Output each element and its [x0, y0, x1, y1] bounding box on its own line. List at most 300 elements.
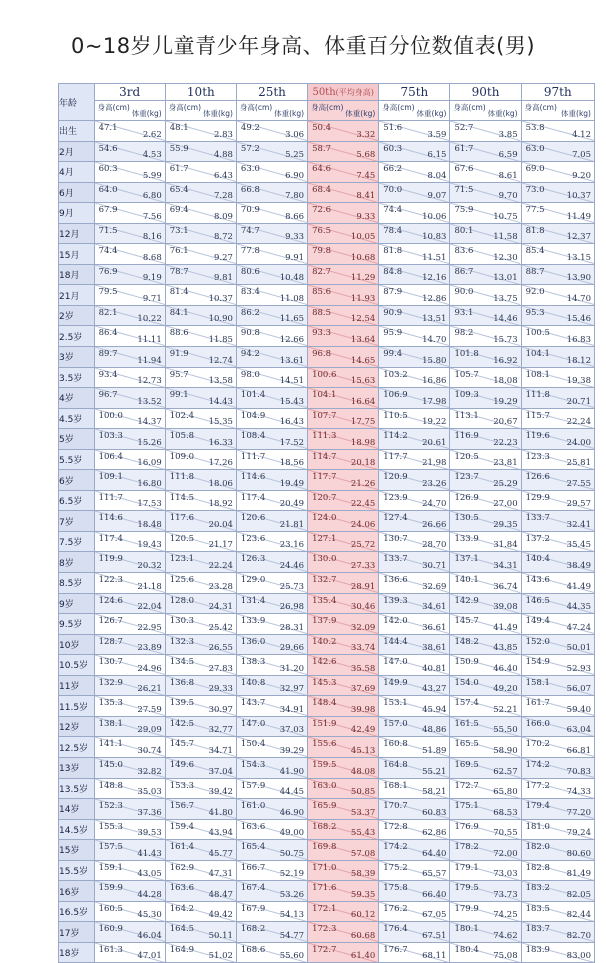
weight-value: 23.28 — [208, 581, 233, 592]
value-cell — [521, 285, 594, 306]
value-cell — [94, 552, 165, 573]
value-cell — [236, 901, 307, 922]
weight-value: 30.46 — [350, 602, 376, 613]
weight-value: 5.99 — [142, 170, 162, 181]
weight-value: 81.49 — [566, 869, 591, 880]
height-unit-label: 身高(cm) — [382, 103, 415, 112]
value-cell — [521, 696, 594, 717]
weight-value: 44.35 — [566, 602, 591, 613]
value-cell — [165, 675, 236, 696]
weight-value: 68.53 — [493, 807, 518, 818]
value-cell — [165, 757, 236, 778]
value-cell — [165, 429, 236, 450]
height-value: 152.3 — [98, 801, 123, 812]
value-cell — [236, 305, 307, 326]
value-cell — [521, 655, 594, 676]
weight-value: 10.75 — [493, 211, 518, 222]
weight-value: 62.57 — [493, 766, 518, 777]
weight-value: 19.38 — [566, 376, 591, 387]
value-cell — [165, 942, 236, 963]
height-value: 136.6 — [383, 575, 408, 586]
height-value: 117.4 — [98, 533, 123, 544]
height-value: 176.2 — [383, 903, 408, 914]
weight-value: 6.59 — [498, 150, 518, 161]
value-cell — [236, 573, 307, 594]
weight-value: 24.96 — [137, 663, 162, 674]
weight-unit-label: 体重(kg) — [131, 109, 162, 118]
value-cell — [521, 593, 594, 614]
value-cell — [308, 388, 379, 409]
value-cell — [236, 716, 307, 737]
age-label: 2月 — [59, 141, 95, 162]
weight-value: 17.26 — [208, 458, 233, 469]
height-value: 108.1 — [525, 369, 550, 380]
value-cell — [379, 347, 450, 368]
weight-value: 3.06 — [285, 129, 305, 140]
height-value: 170.2 — [525, 739, 550, 750]
weight-value: 12.37 — [566, 232, 591, 243]
height-value: 169.5 — [454, 759, 479, 770]
weight-value: 34.61 — [422, 602, 447, 613]
value-cell — [165, 840, 236, 861]
weight-value: 55.43 — [350, 828, 376, 839]
value-cell — [165, 408, 236, 429]
height-value: 142.6 — [312, 657, 337, 668]
value-cell — [379, 860, 450, 881]
weight-unit-label: 体重(kg) — [561, 109, 591, 118]
value-cell — [308, 408, 379, 429]
weight-value: 34.71 — [208, 745, 233, 756]
value-cell — [94, 285, 165, 306]
height-value: 73.1 — [169, 225, 189, 236]
weight-value: 20.67 — [493, 417, 518, 428]
percentile-header: 3rd — [94, 84, 165, 101]
weight-value: 12.54 — [350, 314, 376, 325]
height-value: 123.3 — [525, 451, 550, 462]
height-value: 161.4 — [169, 842, 195, 853]
height-value: 154.3 — [240, 759, 266, 770]
table-row — [59, 223, 595, 244]
table-row — [59, 675, 595, 696]
value-cell — [308, 942, 379, 963]
weight-value: 58.21 — [422, 787, 447, 798]
weight-value: 18.48 — [137, 519, 162, 530]
weight-value: 15.63 — [350, 376, 376, 387]
height-value: 108.4 — [240, 431, 266, 442]
value-cell — [308, 264, 379, 285]
value-cell — [521, 121, 594, 142]
weight-value: 13.90 — [566, 273, 591, 284]
weight-value: 24.31 — [208, 602, 233, 613]
weight-value: 49.42 — [208, 910, 233, 921]
weight-value: 21.18 — [137, 581, 162, 592]
value-cell — [521, 901, 594, 922]
weight-value: 65.80 — [493, 787, 518, 798]
value-cell — [236, 141, 307, 162]
weight-value: 53.37 — [350, 807, 376, 818]
height-value: 105.8 — [169, 431, 195, 442]
height-value: 93.1 — [454, 307, 474, 318]
value-cell — [379, 573, 450, 594]
weight-value: 14.46 — [493, 314, 518, 325]
weight-value: 7.56 — [142, 211, 162, 222]
height-value: 183.9 — [525, 944, 550, 955]
value-cell — [379, 942, 450, 963]
unit-header — [165, 101, 236, 121]
height-value: 155.6 — [312, 739, 337, 750]
weight-value: 2.83 — [213, 129, 233, 140]
value-cell — [450, 141, 521, 162]
value-cell — [450, 840, 521, 861]
height-value: 168.2 — [312, 821, 337, 832]
height-value: 161.3 — [98, 944, 123, 955]
value-cell — [379, 614, 450, 635]
height-value: 63.0 — [240, 164, 260, 175]
height-value: 80.6 — [240, 266, 260, 277]
value-cell — [450, 942, 521, 963]
value-cell — [379, 162, 450, 183]
weight-value: 56.07 — [566, 684, 591, 695]
height-unit-label: 身高(cm) — [97, 103, 130, 112]
height-value: 104.9 — [240, 410, 266, 421]
weight-value: 55.60 — [279, 951, 305, 962]
weight-value: 23.89 — [137, 643, 162, 654]
weight-value: 23.16 — [279, 540, 305, 551]
value-cell — [94, 655, 165, 676]
value-cell — [379, 203, 450, 224]
height-value: 61.7 — [169, 164, 189, 175]
weight-value: 20.18 — [350, 458, 376, 469]
value-cell — [379, 429, 450, 450]
height-value: 114.6 — [98, 513, 123, 524]
table-row — [59, 449, 595, 470]
height-value: 55.9 — [169, 143, 189, 154]
value-cell — [94, 511, 165, 532]
weight-unit-label: 体重(kg) — [416, 109, 447, 118]
value-cell — [521, 634, 594, 655]
value-cell — [308, 799, 379, 820]
height-value: 137.1 — [454, 554, 479, 565]
weight-value: 6.90 — [285, 170, 305, 181]
value-cell — [94, 840, 165, 861]
value-cell — [521, 408, 594, 429]
unit-header — [94, 101, 165, 121]
height-value: 179.1 — [454, 862, 479, 873]
value-cell — [236, 449, 307, 470]
value-cell — [165, 655, 236, 676]
value-cell — [308, 593, 379, 614]
weight-value: 18.92 — [208, 499, 233, 510]
value-cell — [236, 429, 307, 450]
weight-value: 32.82 — [137, 766, 162, 777]
height-value: 127.4 — [383, 513, 408, 524]
height-value: 109.0 — [169, 451, 195, 462]
weight-value: 11.49 — [566, 211, 591, 222]
value-cell — [450, 614, 521, 635]
height-value: 67.6 — [454, 164, 474, 175]
height-value: 120.6 — [240, 513, 266, 524]
height-value: 130.0 — [312, 554, 337, 565]
value-cell — [236, 326, 307, 347]
height-value: 153.3 — [169, 780, 195, 791]
weight-value: 48.08 — [350, 766, 376, 777]
height-value: 75.9 — [454, 205, 474, 216]
value-cell — [308, 860, 379, 881]
value-cell — [450, 531, 521, 552]
height-value: 167.9 — [240, 903, 266, 914]
weight-value: 38.61 — [422, 643, 447, 654]
weight-value: 5.68 — [356, 150, 376, 161]
value-cell — [94, 634, 165, 655]
height-value: 138.3 — [240, 657, 266, 668]
weight-unit-label: 体重(kg) — [345, 109, 376, 118]
weight-value: 8.66 — [285, 211, 305, 222]
height-value: 132.3 — [169, 636, 195, 647]
height-value: 130.5 — [454, 513, 479, 524]
weight-value: 14.70 — [422, 335, 447, 346]
height-value: 142.5 — [169, 718, 195, 729]
weight-value: 19.49 — [279, 478, 305, 489]
height-value: 166.0 — [525, 718, 550, 729]
age-label: 12.5岁 — [59, 737, 95, 758]
height-value: 152.0 — [525, 636, 550, 647]
height-value: 148.8 — [98, 780, 123, 791]
value-cell — [165, 552, 236, 573]
value-cell — [379, 305, 450, 326]
percentile-header: 10th — [165, 84, 236, 101]
weight-value: 20.32 — [137, 561, 162, 572]
age-label: 14岁 — [59, 799, 95, 820]
weight-value: 27.33 — [350, 561, 376, 572]
age-label: 3.5岁 — [59, 367, 95, 388]
weight-value: 14.70 — [566, 293, 591, 304]
weight-value: 20.49 — [279, 499, 305, 510]
weight-value: 59.35 — [350, 889, 376, 900]
weight-unit-label: 体重(kg) — [274, 109, 305, 118]
weight-value: 27.55 — [566, 478, 591, 489]
height-value: 183.2 — [525, 883, 550, 894]
age-label: 16岁 — [59, 881, 95, 902]
value-cell — [308, 552, 379, 573]
value-cell — [236, 388, 307, 409]
weight-value: 3.85 — [498, 129, 518, 140]
weight-value: 30.71 — [422, 561, 447, 572]
height-unit-label: 身高(cm) — [239, 103, 273, 112]
value-cell — [450, 244, 521, 265]
height-value: 88.7 — [525, 266, 545, 277]
height-value: 74.4 — [98, 246, 118, 257]
height-value: 89.7 — [98, 349, 118, 360]
age-label: 11岁 — [59, 675, 95, 696]
value-cell — [165, 367, 236, 388]
weight-value: 12.66 — [279, 335, 305, 346]
value-cell — [450, 326, 521, 347]
height-value: 88.6 — [169, 328, 189, 339]
height-value: 159.5 — [312, 759, 337, 770]
table-row — [59, 860, 595, 881]
weight-value: 46.90 — [279, 807, 305, 818]
table-row — [59, 778, 595, 799]
height-value: 140.4 — [525, 554, 550, 565]
value-cell — [165, 121, 236, 142]
value-cell — [379, 675, 450, 696]
height-value: 182.8 — [525, 862, 550, 873]
value-cell — [236, 881, 307, 902]
weight-value: 9.33 — [356, 211, 376, 222]
value-cell — [236, 264, 307, 285]
weight-value: 10.37 — [566, 191, 591, 202]
weight-value: 15.73 — [493, 335, 518, 346]
height-value: 115.7 — [525, 410, 550, 421]
height-value: 60.3 — [98, 164, 118, 175]
value-cell — [379, 511, 450, 532]
height-value: 123.9 — [383, 492, 408, 503]
height-value: 116.9 — [454, 431, 479, 442]
value-cell — [165, 141, 236, 162]
height-value: 49.2 — [240, 123, 260, 133]
height-value: 85.6 — [312, 287, 332, 298]
weight-value: 61.40 — [350, 951, 376, 962]
value-cell — [165, 305, 236, 326]
height-value: 65.4 — [169, 184, 189, 195]
weight-value: 11.08 — [279, 293, 305, 304]
weight-value: 31.20 — [279, 663, 305, 674]
age-label: 3岁 — [59, 347, 95, 368]
height-value: 154.9 — [525, 657, 550, 668]
weight-value: 55.21 — [422, 766, 447, 777]
weight-value: 63.04 — [566, 725, 591, 736]
value-cell — [450, 799, 521, 820]
value-cell — [308, 531, 379, 552]
value-cell — [379, 285, 450, 306]
value-cell — [308, 757, 379, 778]
value-cell — [308, 244, 379, 265]
weight-value: 25.73 — [279, 581, 305, 592]
weight-value: 13.61 — [279, 355, 305, 366]
age-label: 21月 — [59, 285, 95, 306]
height-value: 164.2 — [169, 903, 195, 914]
weight-value: 9.71 — [142, 293, 162, 304]
weight-value: 46.04 — [137, 930, 162, 941]
value-cell — [521, 388, 594, 409]
weight-value: 46.40 — [493, 663, 518, 674]
weight-value: 74.33 — [566, 787, 591, 798]
value-cell — [236, 162, 307, 183]
weight-value: 14.65 — [350, 355, 376, 366]
value-cell — [450, 696, 521, 717]
weight-value: 15.43 — [279, 396, 305, 407]
age-label: 12岁 — [59, 716, 95, 737]
height-value: 96.8 — [312, 349, 332, 360]
weight-value: 16.80 — [137, 478, 162, 489]
table-row — [59, 737, 595, 758]
value-cell — [450, 182, 521, 203]
value-cell — [94, 347, 165, 368]
age-label: 8.5岁 — [59, 573, 95, 594]
weight-value: 32.77 — [208, 725, 233, 736]
percentile-label: 50th — [312, 86, 336, 98]
value-cell — [450, 716, 521, 737]
weight-value: 70.55 — [493, 828, 518, 839]
table-row — [59, 141, 595, 162]
age-label: 10岁 — [59, 634, 95, 655]
height-value: 77.8 — [240, 246, 260, 257]
height-value: 86.2 — [240, 307, 260, 318]
weight-value: 12.74 — [208, 355, 233, 366]
value-cell — [308, 285, 379, 306]
value-cell — [165, 285, 236, 306]
weight-value: 16.64 — [350, 396, 376, 407]
height-value: 83.6 — [454, 246, 474, 257]
height-value: 76.1 — [169, 246, 189, 257]
weight-value: 27.83 — [208, 663, 233, 674]
height-value: 129.9 — [525, 492, 550, 503]
value-cell — [94, 716, 165, 737]
age-label: 6岁 — [59, 470, 95, 491]
height-value: 101.8 — [454, 349, 479, 360]
height-value: 175.2 — [383, 862, 408, 873]
height-value: 132.9 — [98, 677, 123, 688]
value-cell — [236, 922, 307, 943]
value-cell — [236, 367, 307, 388]
table-row — [59, 716, 595, 737]
height-value: 133.9 — [240, 616, 266, 627]
weight-value: 39.98 — [350, 704, 376, 715]
weight-value: 6.43 — [213, 170, 233, 181]
value-cell — [308, 470, 379, 491]
height-value: 136.8 — [169, 677, 195, 688]
height-value: 175.1 — [454, 801, 479, 812]
height-value: 153.1 — [383, 698, 408, 709]
value-cell — [308, 367, 379, 388]
value-cell — [450, 347, 521, 368]
value-cell — [379, 696, 450, 717]
height-value: 177.2 — [525, 780, 550, 791]
value-cell — [521, 552, 594, 573]
value-cell — [521, 305, 594, 326]
age-label: 18岁 — [59, 942, 95, 963]
weight-value: 9.20 — [572, 170, 591, 181]
value-cell — [521, 881, 594, 902]
weight-value: 4.12 — [572, 129, 591, 140]
height-value: 157.5 — [98, 842, 123, 853]
height-value: 99.1 — [169, 390, 189, 401]
value-cell — [165, 696, 236, 717]
weight-value: 34.31 — [493, 561, 518, 572]
height-value: 128.0 — [169, 595, 195, 606]
height-value: 135.4 — [312, 595, 337, 606]
height-value: 54.6 — [98, 143, 118, 154]
weight-value: 32.97 — [279, 684, 305, 695]
value-cell — [236, 347, 307, 368]
height-value: 123.6 — [240, 533, 266, 544]
height-value: 93.4 — [98, 369, 118, 380]
weight-value: 35.03 — [137, 787, 162, 798]
weight-value: 22.23 — [493, 437, 518, 448]
height-value: 120.5 — [169, 533, 195, 544]
weight-value: 28.91 — [350, 581, 376, 592]
value-cell — [236, 860, 307, 881]
value-cell — [94, 367, 165, 388]
height-value: 100.5 — [525, 328, 550, 339]
value-cell — [94, 162, 165, 183]
weight-value: 52.93 — [566, 663, 591, 674]
table-row — [59, 942, 595, 963]
height-value: 132.7 — [312, 575, 337, 586]
value-cell — [308, 305, 379, 326]
weight-value: 13.15 — [566, 252, 591, 263]
weight-value: 18.56 — [279, 458, 305, 469]
